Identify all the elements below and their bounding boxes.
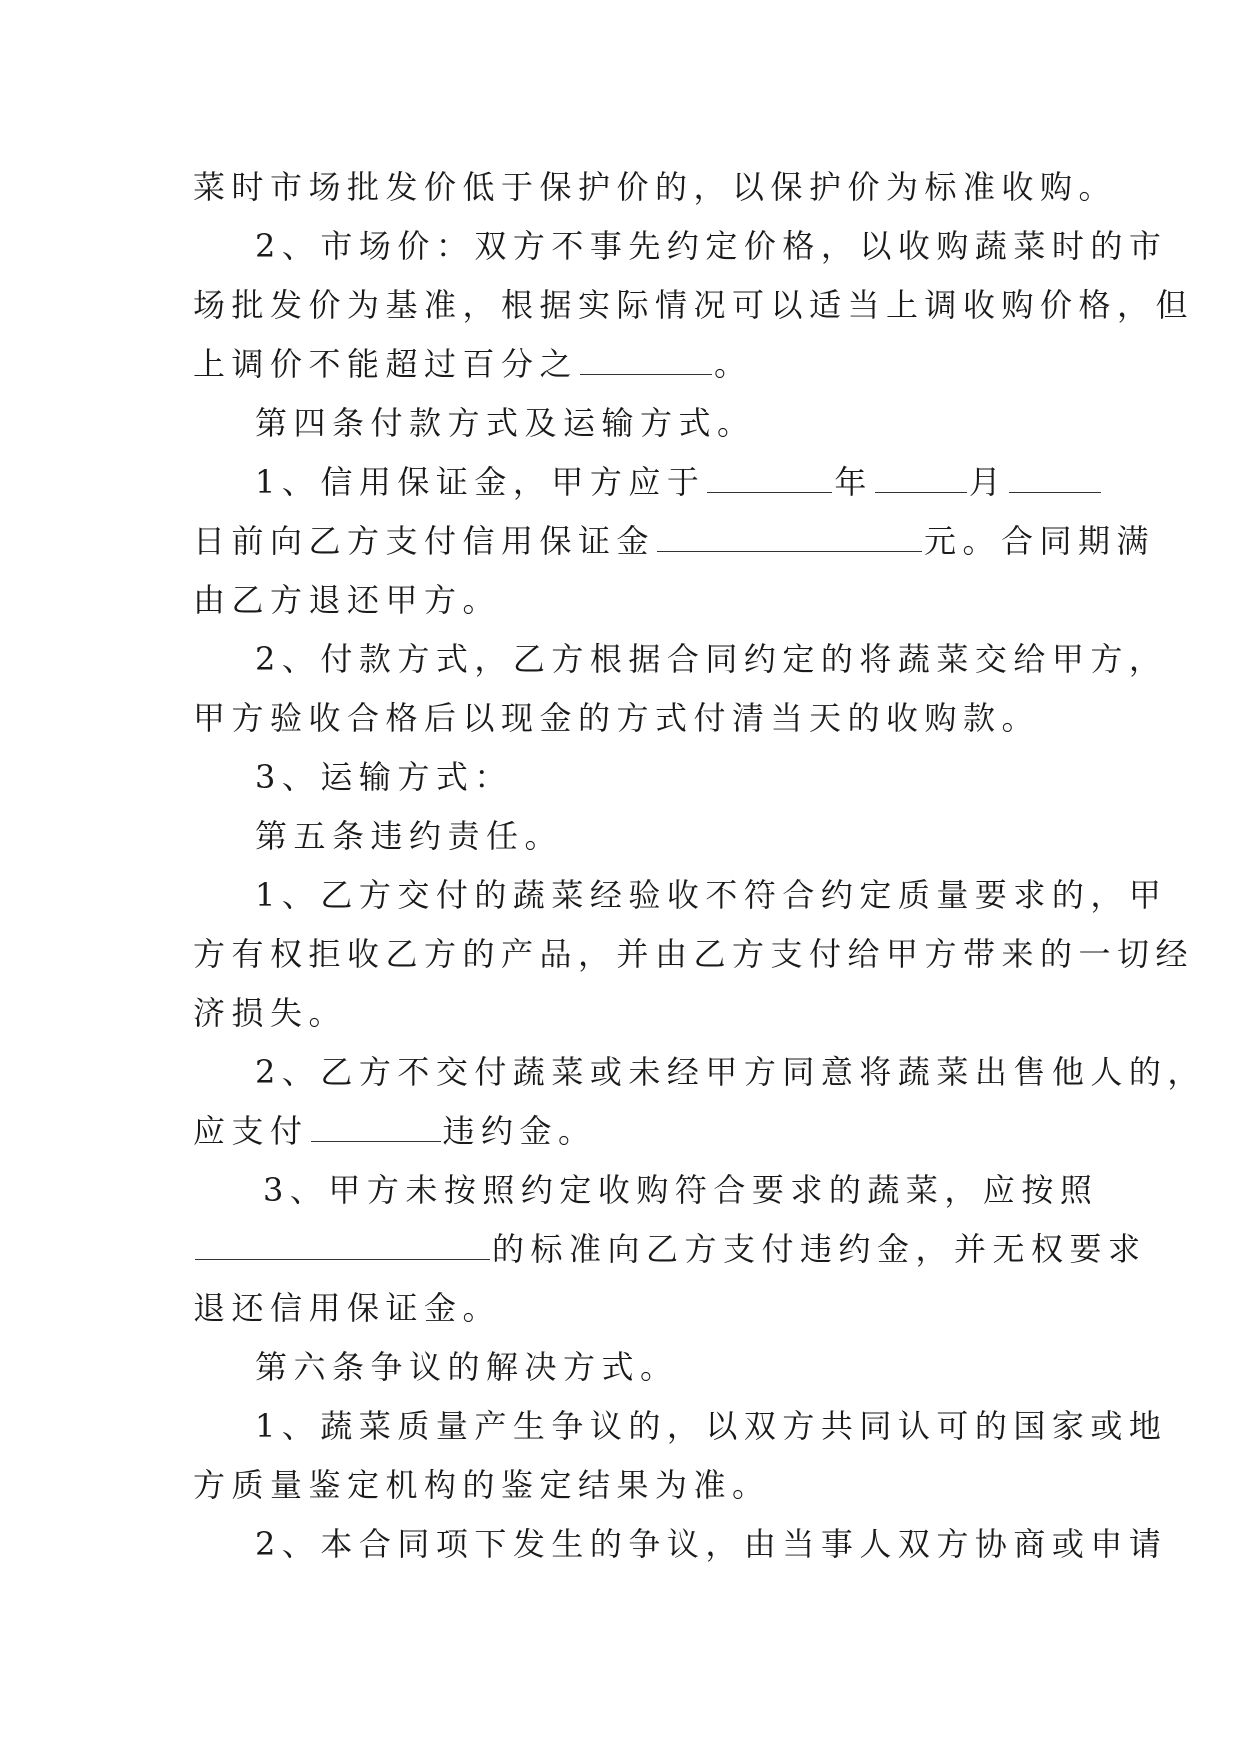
text-line: 3、甲方未按照约定收购符合要求的蔬菜，应按照 — [263, 1171, 1099, 1209]
text-line: 2、市场价：双方不事先约定价格，以收购蔬菜时的市 — [255, 227, 1168, 265]
text-line: 场批发价为基准，根据实际情况可以适当上调收购价格，但 — [193, 286, 1195, 324]
text-line: 退还信用保证金。 — [193, 1289, 502, 1327]
fill-blank — [707, 462, 832, 493]
fill-blank — [875, 462, 967, 493]
text-line — [193, 335, 1053, 394]
text-segment: 元。合同期满 — [924, 522, 1156, 560]
fill-blank — [311, 1111, 441, 1142]
text-line — [193, 1220, 1147, 1279]
fill-blank — [195, 1229, 490, 1260]
text-line: 2、乙方不交付蔬菜或未经甲方同意将蔬菜出售他人的， — [255, 1053, 1206, 1091]
text-segment: 。 — [714, 345, 753, 383]
text-line: 由乙方退还甲方。 — [193, 581, 502, 619]
text-line — [193, 512, 1156, 571]
text-line: 方有权拒收乙方的产品，并由乙方支付给甲方带来的一切经 — [193, 935, 1195, 973]
document-page — [193, 158, 1206, 1574]
text-segment: 1、信用保证金，甲方应于 — [255, 463, 706, 501]
text-line: 菜时市场批发价低于保护价的，以保护价为标准收购。 — [193, 168, 1118, 206]
text-segment: 违约金。 — [442, 1112, 597, 1150]
text-line: 济损失。 — [193, 994, 348, 1032]
text-line: 2、本合同项下发生的争议，由当事人双方协商或申请 — [255, 1525, 1168, 1563]
text-line: 3、运输方式： — [255, 758, 513, 796]
fill-blank — [1009, 462, 1101, 493]
clause-heading: 第五条违约责任。 — [255, 817, 564, 855]
text-line: 甲方验收合格后以现金的方式付清当天的收购款。 — [193, 699, 1041, 737]
text-segment: 应支付 — [193, 1112, 309, 1150]
text-segment: 的标准向乙方支付违约金，并无权要求 — [492, 1230, 1147, 1268]
text-segment: 年 — [834, 463, 873, 501]
text-line: 1、乙方交付的蔬菜经验收不符合约定质量要求的，甲 — [255, 876, 1168, 914]
text-segment: 日前向乙方支付信用保证金 — [193, 522, 656, 560]
text-segment: 月 — [968, 463, 1008, 501]
clause-heading: 第六条争议的解决方式。 — [255, 1348, 679, 1386]
text-line: 1、蔬菜质量产生争议的，以双方共同认可的国家或地 — [255, 1407, 1168, 1445]
clause-heading: 第四条付款方式及运输方式。 — [255, 404, 756, 442]
text-line: 2、付款方式，乙方根据合同约定的将蔬菜交给甲方， — [255, 640, 1168, 678]
text-line — [193, 453, 1053, 512]
text-segment: 上调价不能超过百分之 — [193, 345, 579, 383]
text-line — [193, 1102, 1053, 1161]
text-line: 方质量鉴定机构的鉴定结果为准。 — [193, 1466, 771, 1504]
fill-blank — [580, 344, 712, 375]
fill-blank — [657, 521, 922, 552]
